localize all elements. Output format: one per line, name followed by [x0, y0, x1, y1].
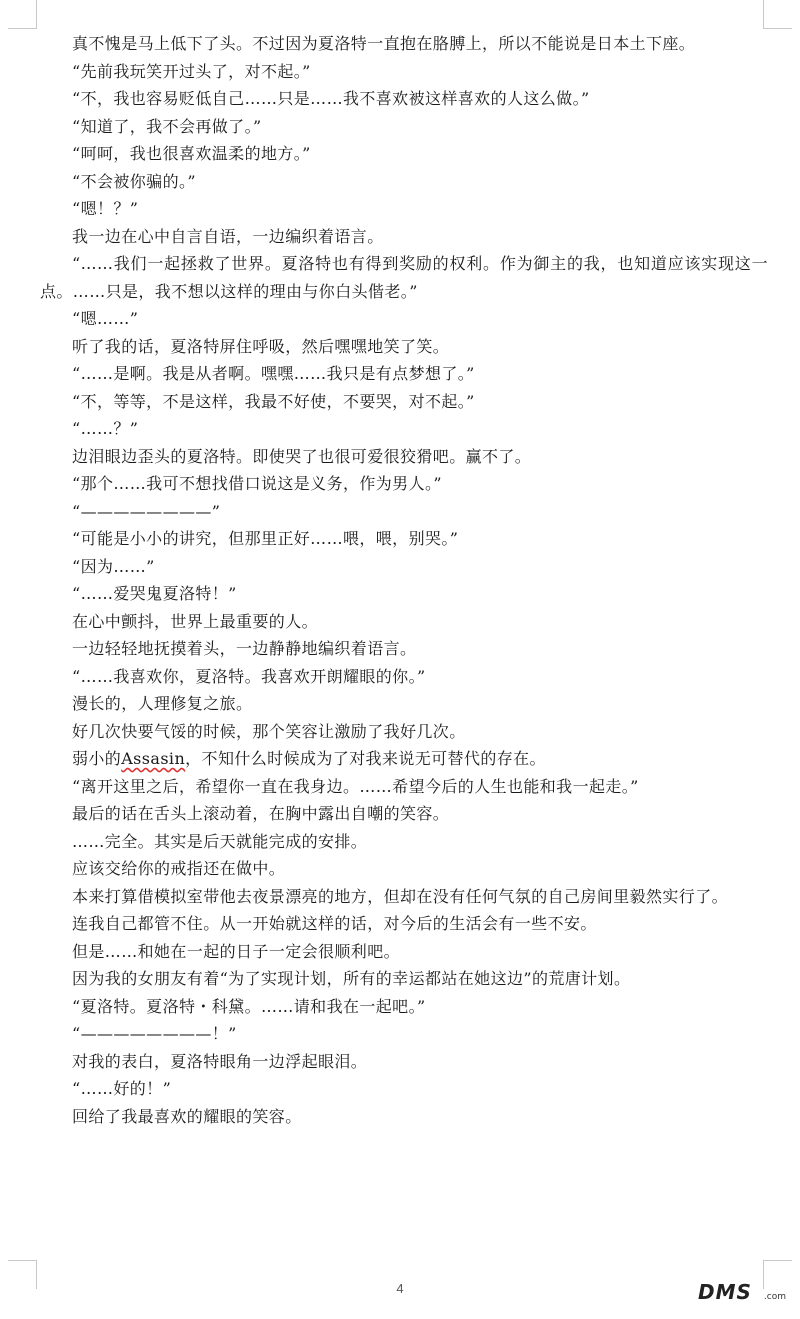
paragraph: 连我自己都管不住。从一开始就这样的话，对今后的生活会有一些不安。 — [72, 914, 597, 933]
watermark-text: DMS — [698, 1280, 752, 1304]
paragraph: “嗯！？” — [72, 199, 139, 218]
paragraph: “————————！” — [72, 1024, 237, 1043]
paragraph: “那个……我可不想找借口说这是义务，作为男人。” — [72, 474, 442, 493]
paragraph: “离开这里之后，希望你一直在我身边。……希望今后的人生也能和我一起走。” — [72, 776, 639, 796]
crop-mark-top-left — [8, 0, 37, 29]
paragraph: 漫长的，人理修复之旅。 — [72, 694, 253, 713]
paragraph: 本来打算借模拟室带他去夜景漂亮的地方，但却在没有任何气氛的自己房间里毅然实行了。 — [72, 886, 729, 906]
paragraph: 对我的表白，夏洛特眼角一边浮起眼泪。 — [72, 1051, 368, 1071]
paragraph: 真不愧是马上低下了头。不过因为夏洛特一直抱在胳膊上，所以不能说是日本土下座。 — [72, 34, 696, 53]
paragraph: 最后的话在舌头上滚动着，在胸中露出自嘲的笑容。 — [72, 804, 450, 823]
paragraph: “不会被你骗的。” — [72, 171, 196, 191]
paragraph: 因为我的女朋友有着“为了实现计划，所有的幸运都站在她这边”的荒唐计划。 — [72, 969, 631, 988]
paragraph: “不，等等，不是这样，我最不好使，不要哭，对不起。” — [72, 391, 475, 411]
paragraph: “可能是小小的讲究，但那里正好……喂，喂，别哭。” — [72, 529, 459, 548]
paragraph: ……完全。其实是后天就能完成的安排。 — [72, 831, 368, 851]
paragraph: “先前我玩笑开过头了，对不起。” — [72, 61, 311, 81]
watermark-subtext: .com — [763, 1292, 786, 1302]
paragraph: “……我喜欢你，夏洛特。我喜欢开朗耀眼的你。” — [72, 666, 426, 686]
document-body — [40, 30, 768, 1130]
paragraph: “……？” — [72, 419, 139, 438]
paragraph: 在心中颤抖，世界上最重要的人。 — [72, 611, 319, 631]
paragraph: 一边轻轻地抚摸着头，一边静静地编织着语言。 — [72, 639, 417, 658]
paragraph: “————————” — [72, 501, 221, 521]
paragraph: “呵呵，我也很喜欢温柔的地方。” — [72, 144, 311, 163]
paragraph: “不，我也容易贬低自己……只是……我不喜欢被这样喜欢的人这么做。” — [72, 89, 590, 108]
paragraph: 边泪眼边歪头的夏洛特。即使哭了也很可爱很狡猾吧。赢不了。 — [72, 446, 532, 466]
paragraph: “……好的！” — [72, 1079, 172, 1098]
paragraph: 听了我的话，夏洛特屏住呼吸，然后嘿嘿地笑了笑。 — [72, 336, 450, 356]
paragraph: “知道了，我不会再做了。” — [72, 116, 262, 136]
paragraph: “夏洛特。夏洛特・科黛。……请和我在一起吧。” — [72, 996, 426, 1016]
misspelled-word: Assasin — [121, 749, 186, 768]
watermark-logo — [698, 1280, 786, 1310]
paragraph: 好几次快要气馁的时候，那个笑容让激励了我好几次。 — [72, 721, 466, 741]
paragraph: “……是啊。我是从者啊。嘿嘿……我只是有点梦想了。” — [72, 364, 475, 383]
paragraph: “……我们一起拯救了世界。夏洛特也有得到奖励的权利。作为御主的我，也知道应该实现这一点。……只是，我不想以这样的理由与你白头偕老。” — [40, 254, 768, 301]
crop-mark-top-right — [763, 0, 792, 29]
page-number: 4 — [396, 1281, 404, 1296]
paragraph: “因为……” — [72, 556, 155, 576]
paragraph: “……爱哭鬼夏洛特！” — [72, 584, 237, 603]
paragraph: “嗯……” — [72, 309, 139, 328]
paragraph: 回给了我最喜欢的耀眼的笑容。 — [72, 1106, 302, 1126]
paragraph: 弱小的Assasin，不知什么时候成为了对我来说无可替代的存在。 — [72, 749, 546, 768]
paragraph: 但是……和她在一起的日子一定会很顺利吧。 — [72, 941, 401, 961]
paragraph: 应该交给你的戒指还在做中。 — [72, 859, 286, 878]
paragraph: 我一边在心中自言自语，一边编织着语言。 — [72, 226, 384, 246]
